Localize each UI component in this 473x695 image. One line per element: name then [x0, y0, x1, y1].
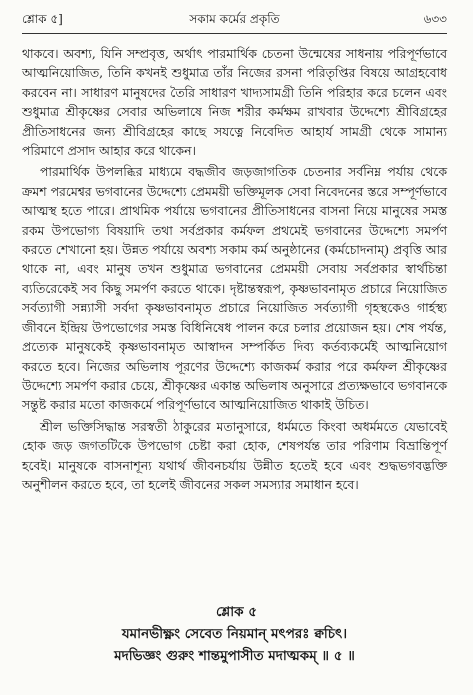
verse-line-2: মদভিজ্ঞং গুরুং শান্তমুপাসীত মদাত্মকম্ ॥ ৫ ॥: [114, 648, 355, 664]
verse-line-1: যমানভীক্ষ্ণং সেবেত নিয়মান্ মৎপরঃ ক্বচিৎ।: [121, 626, 348, 642]
header-rule: [22, 33, 447, 34]
sanskrit-verse: [22, 623, 447, 667]
paragraph-3: শ্রীল ভক্তিসিদ্ধান্ত সরস্বতী ঠাকুরের মতানুসারে, ধর্মমতে কিংবা অধর্মমতে যেভাবেই হোক জড় জগতটিকে উপভোগ চেষ্টা করা হোক, শেষপর্যন্ত তার পরিণাম বিভ্রান্তিপূর্ণ হবেই। মানুষকে বাসনাশূন্য যথার্থ জীবনচর্যায় উন্নীত হতেই হবে এবং শুদ্ধভগবদ্ভক্তি অনুশীলন করতে হবে, তা হলেই জীবনের সকল সমস্যার সমাধান হবে।: [22, 418, 447, 492]
body-text: [22, 44, 447, 496]
chapter-verse-ref: শ্লোক ৫]: [22, 12, 63, 26]
paragraph-2: পারমার্থিক উপলব্ধির মাধ্যমে বদ্ধজীব জড়জাগতিক চেতনার সর্বনিম্ন পর্যায় থেকে ক্রমশ পরমেশ্বর ভগবানের উদ্দেশ্যে প্রেমময়ী ভক্তিমূলক সেবা নিবেদনের স্তরে সম্পূর্ণভাবে আত্মস্থ হতে পারে। প্রাথমিক পর্যায়ে ভগবানের প্রীতিসাধনের বাসনা নিয়ে মানুষের সমস্ত রকম উপভোগ্য বিষয়াদি তথা সর্বপ্রকার কর্মফল প্রথমেই ভগবানের উদ্দেশ্যে সমর্পণ করতে শেখানো হয়। উন্নত পর্যায়ে অবশ্য সকাম কর্ম অনুষ্ঠানের (কর্মচোদনাম্) প্রবৃত্তি আর থাকে না, এবং মানুষ তখন শুধুমাত্র ভগবানের প্রেমময়ী সেবায় সর্বপ্রকার স্বার্থচিন্তা ব্যতিরেকেই সব কিছু সমর্পণ করতে থাকে। দৃষ্টান্তস্বরূপ, কৃষ্ণভাবনামৃত প্রচারে নিয়োজিত সর্বত্যাগী সন্ন্যাসী সর্বদা কৃষ্ণভাবনামৃত প্রচারে নিয়োজিত সর্বত্যাগী গৃহস্থকেও গার্হস্থ্য জীবনে ইন্দ্রিয় উপভোগের সমস্ত বিধিনিষেধ পালন করে চলার প্রয়োজন হয়। শেষ পর্যন্ত, প্রত্যেক মানুষকেই কৃষ্ণভাবনামৃত আস্বাদন সম্পর্কিত দিব্য কর্তব্যকর্মেই আত্মনিয়োগ করতে হবে। নিজের অভিলাষ পূরণের উদ্দেশ্যে কাজকর্ম করার পরে কর্মফল শ্রীকৃষ্ণের উদ্দেশ্যে সমর্পণ করার চেয়ে, শ্রীকৃষ্ণের একান্ত অভিলাষ অনুসারে প্রত্যক্ষভাবে ভগবানকে সন্তুষ্ট করার মতো কাজকর্মে পরিপূর্ণভাবে আত্মনিয়োজিত থাকাই উচিত।: [22, 164, 447, 413]
page-title: সকাম কর্মের প্রকৃতি: [189, 12, 280, 26]
verse-heading: শ্লোক ৫: [215, 604, 258, 620]
paragraph-1: থাকবে। অবশ্য, যিনি সম্প্রবৃত্ত, অর্থাৎ পারমার্থিক চেতনা উন্মেষের সাধনায় পরিপূর্ণভাবে আত্মনিয়োজিত, তিনি কখনই শুধুমাত্র তাঁর নিজের রসনা পরিতৃপ্তির বিষয়ে আগ্রহবোধ করবেন না। সাধারণ মানুষদের তৈরি সাধারণ খাদ্যসামগ্রী তিনি পরিহার করে চলেন এবং শুধুমাত্র শ্রীকৃষ্ণের সেবার অভিলাষে নিজ শরীর কর্মক্ষম রাখবার উদ্দেশ্যে শ্রীবিগ্রহের প্রীতিসাধনের জন্য শ্রীবিগ্রহের কাছে সযত্নে নিবেদিত আহার্য সামগ্রী থেকে সামান্য পরিমাণে প্রসাদ আহার করে থাকেন।: [22, 46, 447, 159]
running-header: [22, 6, 447, 32]
page-number: ৬৩৩: [423, 12, 447, 26]
